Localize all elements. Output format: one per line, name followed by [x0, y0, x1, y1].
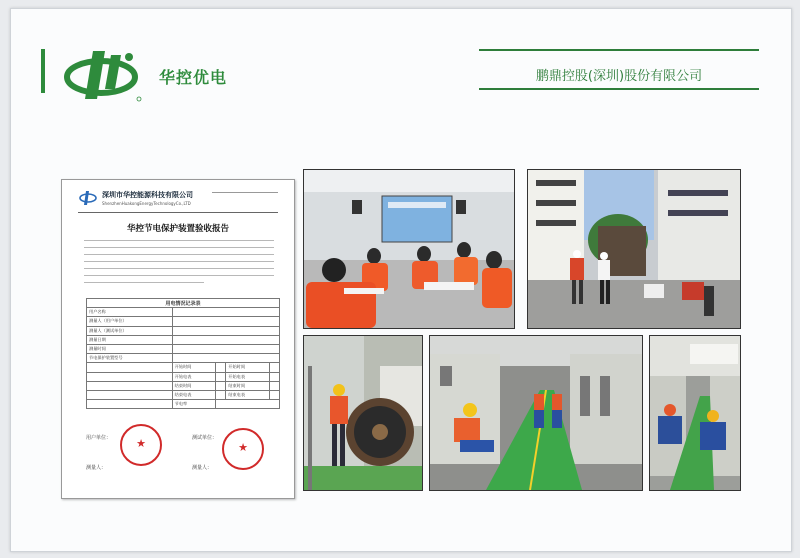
row-label: 测量人（测试单位） — [87, 326, 173, 335]
usage-record-table — [86, 298, 280, 409]
document-page — [10, 8, 792, 552]
row-label: 节电保护装置型号 — [87, 354, 173, 363]
report-text-line — [84, 240, 274, 241]
table-header: 用电情况记录表 — [87, 299, 280, 308]
seal-star-icon: ★ — [238, 441, 248, 454]
row-label: 测量日期 — [87, 335, 173, 344]
table-row — [87, 344, 280, 353]
report-text-line — [84, 268, 274, 269]
issuer-name: 深圳市华控能源科技有限公司 — [102, 190, 193, 199]
report-text-line — [84, 275, 274, 276]
issuer-name-en: ShenzhenHuakongEnergyTechnologyCo.,LTD — [102, 201, 191, 206]
letterhead-rule — [212, 192, 278, 193]
letterhead-divider — [78, 212, 278, 213]
data-label: 开始电表 — [226, 372, 270, 381]
table-row — [87, 308, 280, 317]
table-row — [87, 354, 280, 363]
table-row — [87, 317, 280, 326]
measurer-label-test: 测量人： — [192, 465, 213, 471]
data-label: 结束时间 — [172, 381, 216, 390]
table-row — [87, 326, 280, 335]
table-row — [87, 381, 280, 390]
table-row — [87, 400, 280, 409]
issuer-logo-icon — [78, 190, 98, 206]
measurer-label-user: 测量人： — [86, 465, 107, 471]
user-seal — [120, 424, 162, 466]
huakong-logo-icon — [59, 45, 149, 105]
photo-panel-room — [649, 335, 741, 491]
data-label: 开始时间 — [226, 363, 270, 372]
table-row — [87, 390, 280, 399]
table-row — [87, 363, 280, 372]
seal-star-icon: ★ — [136, 437, 146, 450]
data-label: 结束电表 — [226, 390, 270, 399]
user-unit-label: 用户单位： — [86, 435, 112, 441]
data-label: 节电率 — [172, 400, 216, 409]
tester-seal — [222, 428, 264, 470]
table-row — [87, 335, 280, 344]
report-text-line — [84, 261, 274, 262]
acceptance-report — [61, 179, 295, 499]
header-accent-bar — [41, 49, 45, 93]
brand-name: 华控优电 — [159, 68, 228, 87]
report-text-line — [84, 247, 274, 248]
photo-training-session — [303, 169, 515, 329]
photo-outdoor-workers — [527, 169, 741, 329]
data-label: 结束时间 — [226, 381, 270, 390]
report-title: 华控节电保护装置验收报告 — [126, 224, 229, 234]
photo-switchgear-corridor — [429, 335, 643, 491]
test-unit-label: 测试单位： — [192, 435, 218, 441]
company-name: 鹏鼎控股(深圳)股份有限公司 — [535, 69, 703, 84]
data-label: 结束电表 — [172, 390, 216, 399]
report-text-line — [84, 282, 204, 283]
photo-cable-reel — [303, 335, 423, 491]
row-label: 测量人（用户单位） — [87, 317, 173, 326]
data-label: 开始时间 — [172, 363, 216, 372]
table-row — [87, 372, 280, 381]
row-label: 用户名称 — [87, 308, 173, 317]
company-rule-bottom — [479, 88, 759, 90]
data-label: 开始电表 — [172, 372, 216, 381]
report-text-line — [84, 254, 274, 255]
row-label: 测量时间 — [87, 344, 173, 353]
company-rule-top — [479, 49, 759, 51]
